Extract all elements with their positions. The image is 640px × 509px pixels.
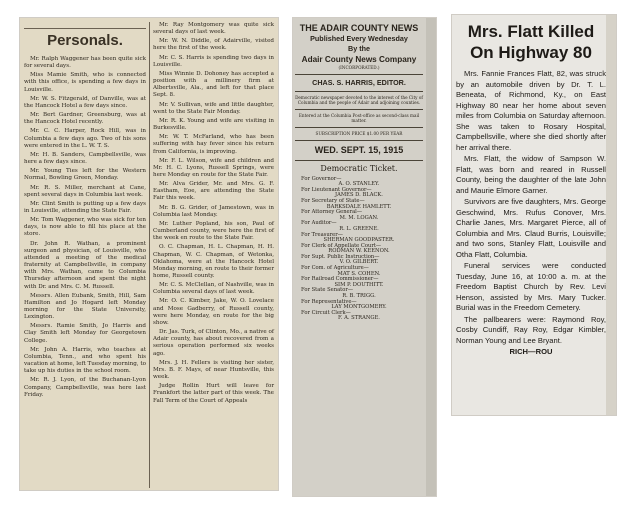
page-edge [606, 15, 616, 415]
entered-notice: Entered at the Columbia Post-office as second-class mail matter. [298, 112, 420, 124]
dateline: WED. SEPT. 15, 1915 [314, 144, 404, 155]
obituary-clipping [452, 15, 616, 415]
item: Mr. O. C. Kimber, Jake, W. O. Lovelace and Mose Gadberry, of Russell county, were here Monday, en route for the big show. [153, 298, 274, 326]
ticket-office: For Treasurer— [301, 231, 343, 238]
ticket-candidate: SIM P. DOUTHITT. [334, 281, 384, 288]
item: Dr. Jas. Turk, of Clinton, Mo., a native of Adair county, has about recovered from a serious operation performed six weeks ago. [153, 329, 274, 357]
ticket-candidate: R. L. GREENE. [339, 225, 379, 232]
ticket-candidate: F. A. STRANGE. [338, 315, 380, 322]
ticket-list [295, 177, 423, 322]
ticket-candidate: JAMES D. BLACK. [335, 192, 383, 199]
rule [295, 127, 423, 128]
personals-heading: Personals. [47, 32, 123, 49]
item: Miss Mamie Smith, who is connected with this office, is spending a few days in Louisville. [24, 72, 146, 93]
rule [295, 74, 423, 75]
ticket-candidate: M. M. LOGAN. [339, 214, 379, 221]
item: Judge Rollin Hurt will leave for Frankfort the latter part of this week. The Fall Term of the Court of Appeals [153, 383, 274, 404]
masthead [295, 22, 423, 322]
ticket-title: Democratic Ticket. [320, 163, 398, 173]
signature: RICH—ROU [509, 347, 553, 356]
ticket-office: For Governor— [301, 175, 342, 182]
item: Mr. Ralph Waggener has been quite sick for several days. [24, 56, 146, 70]
ticket-candidate: A. O. STANLEY. [338, 181, 380, 188]
item: Mr. Bert Gardner, Greensburg, was at the Hancock Hotel recently. [24, 112, 146, 126]
ticket-office: For Attorney General— [301, 209, 363, 216]
item: Mr. B. G. Grider, of Jamestown, was in Columbia last Monday. [153, 204, 274, 218]
publish-line: Published Every Wednesday [310, 34, 408, 43]
item: Mr. C. S. Harris is spending two days in Louisville. [153, 54, 274, 68]
paragraph: Mrs. Fannie Frances Flatt, 82, was struck by an automobile driven by Dr. T. L. Beneata, of Richmond, Ky., on East Highway 80 near her home about seven miles from Columbia on Saturday afternoon. She was taken to Rosary Hospital, Campbellsville, where she died shortly after her arrival there. [456, 69, 606, 152]
ticket-candidate: SHERMAN GOODPASTER. [323, 237, 395, 244]
ticket-office: For Clerk of Appellate Court— [301, 242, 382, 249]
ticket-office: For Auditor— [301, 220, 337, 227]
ticket-candidate: BARKSDALE HAMLETT. [326, 203, 392, 210]
item: Mr. R. J. Lyon, of the Buchanan-Lyon Company, Campbellsville, was here last Friday. [24, 377, 146, 398]
item: Mr. Alva Grider, Mr. and Mrs. G. F. Eastham, Eoe, are attending the State Fair this week. [153, 181, 274, 202]
item: Mr. Luther Popland, his son, Paul of Cumberland county, were here the first of the week en route to the State Fair. [153, 220, 274, 242]
paragraph: Funeral services were conducted Tuesday, June 16, at 10:00 a. m. at the Freedom Baptist Church by Rev. Levi Henson, assisted by Mrs. Mary Tucker. Burial was in the Freedom Cemetery. [456, 261, 606, 312]
item: Mr. Tom Waggener, who was sick for ten days, is now able to fill his place at the store. [24, 217, 146, 238]
description: Democratic newspaper devoted to the interest of the City of Columbia and the people of Adair and adjoining counties. [295, 94, 423, 106]
ticket-office: For Supt. Public Instruction— [301, 253, 380, 260]
ticket-candidate: V. O. GILBERT. [339, 259, 379, 266]
rule [295, 160, 423, 161]
item: Mr. John A. Harris, who teaches at Columbia, Tenn., and who spent his vacation at home, left Tuesday morning, to take up his duties in the school room. [24, 346, 146, 375]
personals-right-column [153, 22, 274, 407]
item: Mr. W. S. Fitzgerald, of Danville, was at the Hancock Hotel a few days since. [24, 95, 146, 109]
ticket-candidate: MAT S. COHEN. [337, 270, 381, 277]
ticket-candidate: R. B. TRIGG. [342, 293, 376, 300]
ticket-candidate: RODMAN W. KEENON. [328, 248, 390, 255]
ticket-candidate: LAY MONTGOMERY. [331, 304, 387, 311]
rule [295, 140, 423, 141]
headline: Mrs. Flatt Killed On Highway 80 [467, 22, 595, 62]
page-edge [426, 18, 436, 496]
column-divider [149, 22, 150, 488]
company-name: Adair County News Company [301, 55, 417, 64]
item: Messrs. Allen Eubank, Smith, Hill, Sam Hamilton and Jo Hogard left Monday morning for the State University, Lexington. [24, 292, 146, 321]
item: Mr. R. S. Miller, merchant at Cane, spent several days in Columbia last week. [24, 184, 146, 198]
item: Miss Winnie D. Dohoney has accepted a position with a millinery firm at Albertsville, Ala., and left for that place Sept. 8. [153, 70, 274, 99]
editor: CHAS. S. HARRIS, EDITOR. [312, 77, 406, 87]
ticket-office: For Circuit Clerk— [301, 309, 351, 316]
item: O. C. Chapman, H. L. Chapman, H. H. Chapman, W. C. Chapman, of Wetonka, Oklahoma, were at the Hancock Hotel Monday morning, en route to their former home, Russell county. [153, 244, 274, 279]
ticket-office: For Representative— [301, 298, 357, 305]
item: Mrs. J. H. Fellers is visiting her sister, Mrs. B. F. Mays, of near Huntsville, this week. [153, 359, 274, 381]
item: Mr. W. N. Diddle, of Adairville, visited here the first of the week. [153, 38, 274, 52]
ticket-office: For Railroad Commissioner— [301, 276, 379, 283]
item: Messrs. Ramie Smith, Jo Harris and Clay Smith left Monday for Georgetown College. [24, 323, 146, 344]
ticket-office: For Secretary of State— [301, 197, 365, 204]
masthead-clipping [293, 18, 436, 496]
rule [295, 109, 423, 110]
personals-clipping [20, 18, 278, 490]
incorporated: (INCORPORATED.) [338, 65, 380, 70]
item: Mr. Ray Montgomery was quite sick several days of last week. [153, 22, 274, 36]
item: Mr. C. S. McClellan, of Nashville, was in Columbia several days of last week. [153, 282, 274, 296]
item: Mr. W. T. McFarland, who has been suffering with hay fever since his return from California, is improving. [153, 134, 274, 155]
item: Mr. Clint Smith is putting up a few days in Louisville, attending the State Fair. [24, 200, 146, 214]
paragraph: Survivors are five daughters, Mrs. George Geschwind, Mrs. Rufus Conover, Mrs. Charlie Janes, Mrs. Margaret Pierce, all of Columbia and Mrs. Claud Burris, Louisville; and two sons, Stanley Flatt, Louisville and Otha Flatt, Columbia. [456, 197, 606, 259]
paragraph: The pallbearers were: Raymond Roy, Cosby Cundiff, Ray Roy, Edgar Kimbler, Norman Young and Lee Bryant. [456, 314, 606, 345]
item: Mr. R. K. Young and wife are visiting in Burkesville. [153, 117, 274, 132]
item: Mr. V. Sullivan, wife and little daughter, went to the State Fair Monday. [153, 101, 274, 115]
ticket-office: For Lieutenant Governor— [301, 186, 372, 193]
subscription-price: SUBSCRIPTION PRICE $1.00 PER YEAR [315, 130, 403, 136]
rule [295, 91, 423, 92]
by-line: By the [348, 44, 370, 53]
ticket-office: For Com. of Agriculture— [301, 265, 369, 272]
personals-left-column [24, 22, 146, 401]
item: Mr. H. B. Sanders, Campbellsville, was here a few days since. [24, 151, 146, 166]
paragraph: Mrs. Flatt, the widow of Sampson W. Flatt, was born and reared in Russell County, being the daughter of the late John and Maurie Elmore Garner. [456, 154, 606, 195]
item: Mr. F. L. Wilson, wife and children and Mr. H. C. Lyons, Russell Springs, were here Monday en route for the State Fair. [153, 157, 274, 178]
item: Mr. C. C. Harper, Rock Hill, was in Columbia a few days ago. Two of his sons were entered in the L. W. T. S. [24, 128, 146, 149]
item: Mr. Young Ties left for the Western Normal, Bowling Green, Monday. [24, 168, 146, 182]
newspaper-title: THE ADAIR COUNTY NEWS [299, 23, 419, 33]
ticket-office: For State Senator— [301, 287, 354, 294]
article [456, 17, 606, 359]
item: Dr. John R. Wathan, a prominent surgeon and physician, of Louisville, who attended a meeting of the medical fraternity at Campbellsville, in company with Mrs. Wathan, came to Columbia Thursday afternoon and spent the night with Dr. and Mrs. C. M. Russell. [24, 240, 146, 290]
